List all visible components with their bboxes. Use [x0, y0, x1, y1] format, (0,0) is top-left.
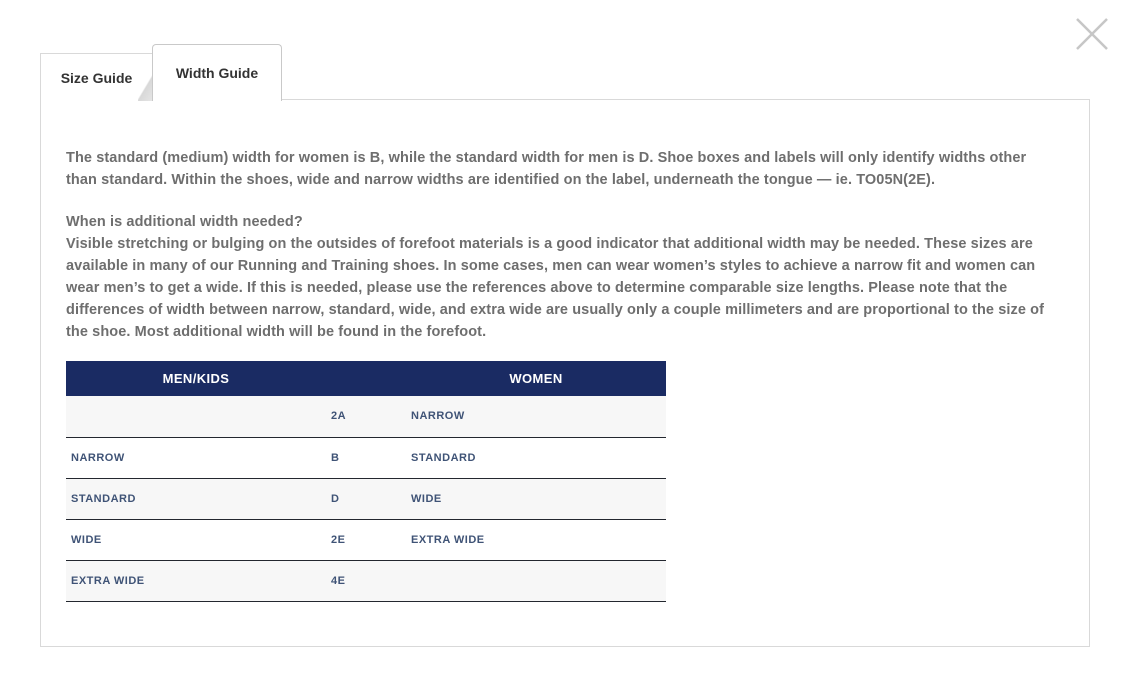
cell-men-kids: EXTRA WIDE [71, 574, 145, 587]
tab-width-guide[interactable] [152, 44, 282, 101]
cell-women: WIDE [411, 492, 442, 505]
cell-width-code: 4E [331, 574, 346, 587]
cell-men-kids [66, 396, 326, 437]
tab-size-guide[interactable] [40, 53, 152, 101]
width-guide-panel [40, 99, 1090, 647]
table-row [66, 396, 666, 437]
table-header-women: WOMEN [406, 361, 666, 396]
cell-width-code: B [331, 451, 340, 464]
explanation-paragraph: Visible stretching or bulging on the outsides of forefoot materials is a good indicator that additional width may be needed. These sizes are available in many of our Running and Training shoes. In some cases, men can wear women’s styles to achieve a narrow fit and women can wear men’s to get a wide. If this is needed, please use the references above to determine comparable size lengths. Please note that the differences of width between narrow, standard, wide, and extra wide are usually only a couple millimeters and are proportional to the size of the shoe. Most additional width will be found in the forefoot. [66, 236, 1045, 340]
cell-women [406, 560, 666, 601]
tab-width-guide-label: Width Guide [175, 65, 259, 81]
cell-men-kids: STANDARD [71, 492, 136, 505]
intro-paragraph: The standard (medium) width for women is B, while the standard width for men is D. Shoe boxes and labels will only identify widths other than standard. Within the shoes, wide and narrow widths are identified on the label, underneath the tongue — ie. TO05N(2E). [66, 150, 1027, 188]
table-header-code [326, 361, 406, 396]
close-button[interactable] [1072, 14, 1112, 54]
width-comparison-table [66, 361, 666, 602]
cell-width-code: D [331, 492, 340, 505]
table-row [66, 560, 666, 601]
table-row [66, 478, 666, 519]
cell-men-kids: NARROW [71, 451, 125, 464]
cell-women: NARROW [411, 410, 465, 423]
table-header-row [66, 361, 666, 396]
question-heading: When is additional width needed? [66, 214, 303, 230]
tab-size-guide-label: Size Guide [60, 69, 133, 86]
cell-width-code: 2A [331, 410, 347, 423]
table-row [66, 519, 666, 560]
cell-women: EXTRA WIDE [411, 533, 485, 546]
cell-women: STANDARD [411, 451, 476, 464]
cell-men-kids: WIDE [71, 533, 102, 546]
close-icon [1074, 16, 1110, 52]
table-row [66, 437, 666, 478]
table-header-men-kids: MEN/KIDS [66, 361, 326, 396]
cell-width-code: 2E [331, 533, 346, 546]
